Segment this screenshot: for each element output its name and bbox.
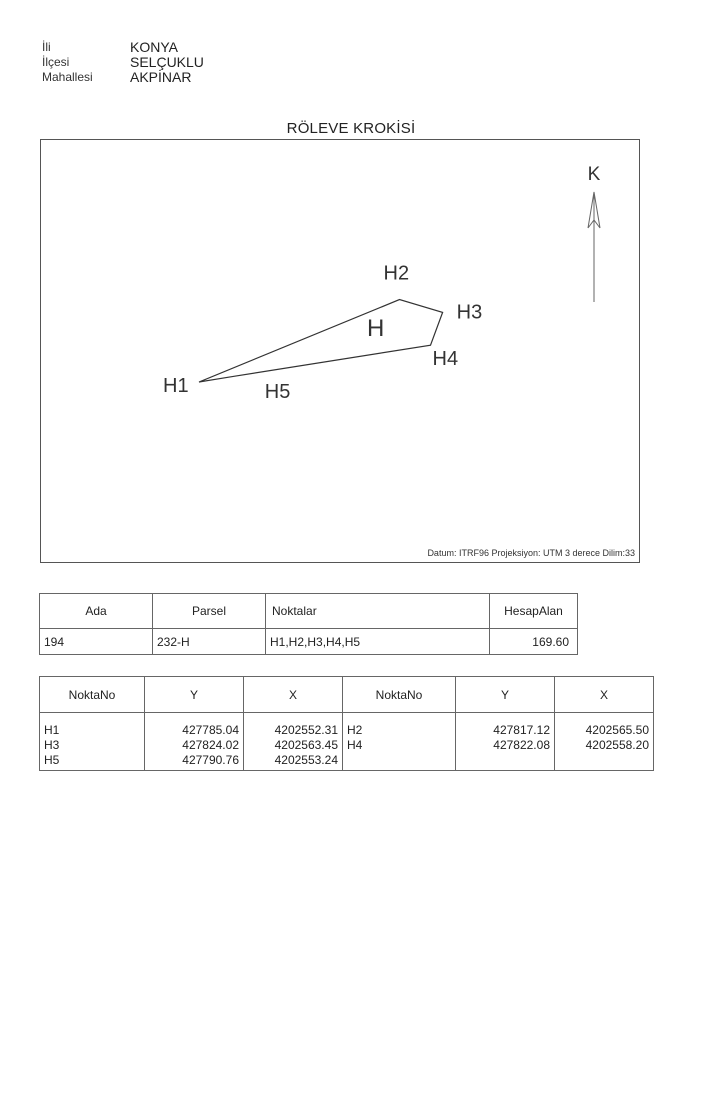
x-value: 4202558.20: [585, 738, 649, 752]
coord-table-body: [40, 713, 654, 771]
header-y-2: Y: [456, 677, 555, 713]
right-y-values: [456, 713, 555, 771]
x-value: 4202553.24: [274, 753, 338, 767]
y-value: 427817.12: [493, 723, 550, 737]
parcel-table-header: [40, 594, 578, 629]
coordinate-table: [39, 676, 654, 771]
point-name: H3: [44, 738, 60, 752]
north-arrow-icon: [588, 192, 600, 302]
location-header: [42, 40, 204, 85]
coord-table-header: [40, 677, 654, 713]
y-value: 427824.02: [182, 738, 239, 752]
parcel-label: H: [367, 315, 385, 342]
header-x-1: X: [244, 677, 343, 713]
x-value: 4202565.50: [585, 723, 649, 737]
datum-note: Datum: ITRF96 Projeksiyon: UTM 3 derece Dilim:33: [427, 548, 635, 558]
parcel-table: [39, 593, 578, 655]
parcel-table-row: [40, 629, 578, 655]
right-point-names: [343, 713, 456, 771]
page-title: RÖLEVE KROKİSİ: [286, 120, 416, 137]
north-label: K: [587, 164, 601, 185]
header-x-2: X: [555, 677, 654, 713]
sketch-canvas: [41, 140, 641, 564]
cell-ada: 194: [40, 629, 153, 655]
vertex-label-h2: H2: [383, 262, 410, 285]
mahalle-label: Mahallesi: [42, 70, 93, 84]
point-name: H4: [347, 738, 363, 752]
left-y-values: [145, 713, 244, 771]
point-name: H2: [347, 723, 363, 737]
cell-noktalar: H1,H2,H3,H4,H5: [266, 629, 490, 655]
il-label: İli: [42, 40, 51, 54]
header-parsel: Parsel: [153, 594, 266, 629]
survey-sketch: [40, 139, 640, 563]
cell-parsel: 232-H: [153, 629, 266, 655]
left-x-values: [244, 713, 343, 771]
x-value: 4202552.31: [274, 723, 338, 737]
right-x-values: [555, 713, 654, 771]
y-value: 427785.04: [182, 723, 239, 737]
y-value: 427822.08: [493, 738, 550, 752]
header-ada: Ada: [40, 594, 153, 629]
cell-hesapalan: 169.60: [490, 629, 578, 655]
il-value: KONYA: [130, 39, 178, 55]
point-name: H5: [44, 753, 60, 767]
vertex-label-h3: H3: [456, 301, 483, 324]
header-y-1: Y: [145, 677, 244, 713]
header-noktalar: Noktalar: [266, 594, 490, 629]
left-point-names: [40, 713, 145, 771]
ilce-value: SELÇUKLU: [130, 54, 204, 70]
header-hesapalan: HesapAlan: [490, 594, 578, 629]
ilce-label: İlçesi: [42, 55, 70, 69]
header-noktano-1: NoktaNo: [40, 677, 145, 713]
mahalle-value: AKPİNAR: [130, 69, 192, 85]
header-noktano-2: NoktaNo: [343, 677, 456, 713]
parcel-polygon: [163, 263, 482, 404]
parcel-outline: [199, 300, 443, 382]
x-value: 4202563.45: [274, 738, 338, 752]
y-value: 427790.76: [182, 753, 239, 767]
vertex-label-h1: H1: [163, 375, 189, 397]
point-name: H1: [44, 723, 60, 737]
vertex-label-h5: H5: [264, 381, 291, 404]
vertex-label-h4: H4: [432, 348, 459, 371]
